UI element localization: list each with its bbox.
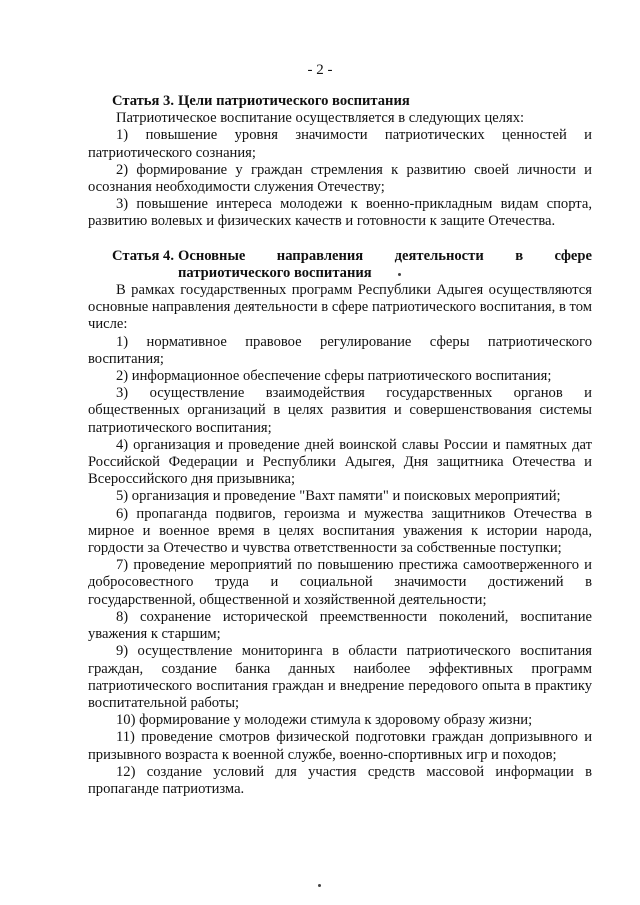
article-4-paragraph: 12) создание условий для участия средств массовой информации в пропаганде патриотизма.	[88, 763, 592, 797]
article-3-heading	[88, 93, 592, 110]
document-body	[88, 93, 592, 798]
article-4-paragraph: 5) организация и проведение "Вахт памяти" и поисковых мероприятий;	[116, 488, 561, 505]
article-4-heading	[88, 248, 592, 282]
page-number: - 2 -	[307, 62, 333, 78]
scan-speck	[318, 884, 321, 887]
article-4-paragraph: 8) сохранение исторической преемственности поколений, воспитание уважения к старшим;	[88, 608, 592, 643]
article-4-paragraph: 2) информационное обеспечение сферы патриотического воспитания;	[116, 368, 552, 385]
article-3-paragraph: 3) повышение интереса молодежи к военно-прикладным видам спорта, развитию волевых и физических качеств и готовности к защите Отечества.	[88, 196, 592, 230]
scan-speck	[398, 273, 401, 276]
article-4-paragraph: 9) осуществление мониторинга в области патриотического воспитания граждан, создание банка данных наиболее эффективных программ патриотического воспитания граждан и внедрение передового опыта в практику воспитательной работы;	[88, 643, 592, 711]
article-4-title: Основные направления деятельности в сфере патриотического воспитания	[178, 247, 592, 281]
article-4-paragraph: 3) осуществление взаимодействия государственных органов и общественных организаций в целях развития и совершенствования системы патриотического воспитания;	[88, 385, 592, 436]
article-4-paragraph: 11) проведение смотров физической подготовки граждан допризывного и призывного возраста к военной службе, военно-спортивных игр и походов;	[88, 729, 592, 763]
article-4-paragraph: 1) нормативное правовое регулирование сферы патриотического воспитания;	[88, 333, 592, 367]
article-3-paragraph: 1) повышение уровня значимости патриотических ценностей и патриотического сознания;	[88, 127, 592, 161]
article-3-paragraph: 2) формирование у граждан стремления к развитию своей личности и осознания необходимости служения Отечеству;	[88, 161, 592, 196]
section-gap	[88, 231, 592, 248]
article-3-title: Цели патриотического воспитания	[178, 93, 410, 109]
article-4-paragraph: 7) проведение мероприятий по повышению престижа самоотверженного и добросовестного труда и социальной значимости достижений в государственной, общественной и хозяйственной деятельности;	[88, 557, 592, 608]
article-4-paragraph: 4) организация и проведение дней воинской славы России и памятных дат Российской Федерации и Республики Адыгея, Дня защитника Отечества и Всероссийского дня призывника;	[88, 436, 592, 488]
article-3-number: Статья 3.	[112, 93, 174, 109]
article-4-paragraph: 6) пропаганда подвигов, героизма и мужества защитников Отечества в мирное и военное время в целях воспитания уважения к истории народа, гордости за Отечество и чувства ответственности за собственные поступки;	[88, 505, 592, 557]
article-4-number: Статья 4.	[112, 247, 174, 264]
article-4-paragraph: 10) формирование у молодежи стимула к здоровому образу жизни;	[116, 712, 533, 729]
article-3-paragraph: Патриотическое воспитание осуществляется в следующих целях:	[116, 110, 525, 127]
article-4-paragraph: В рамках государственных программ Республики Адыгея осуществляются основные направления деятельности в сфере патриотического воспитания, в том числе:	[88, 282, 592, 333]
